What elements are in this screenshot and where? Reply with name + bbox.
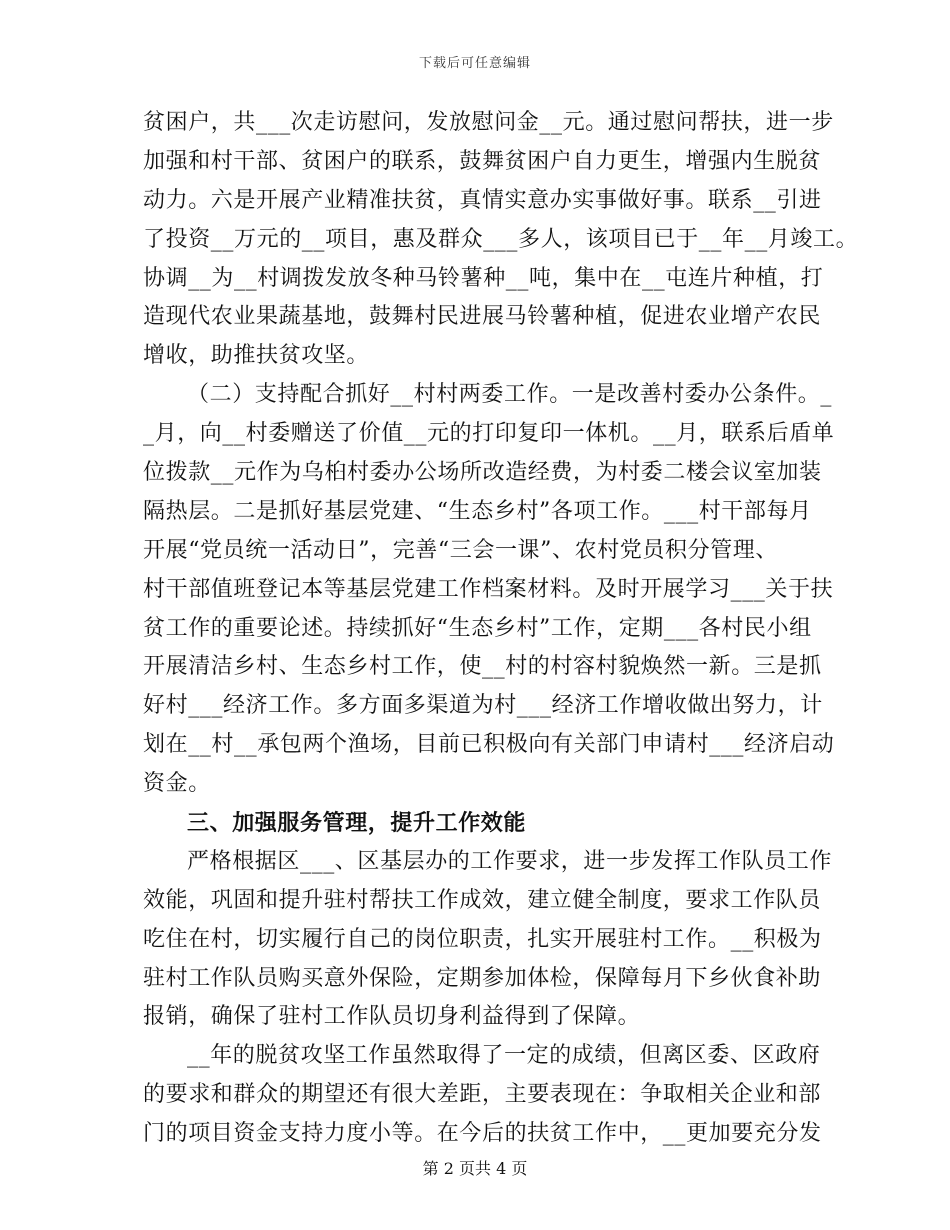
text-line: 资金。 [143,771,211,797]
text-line: 效能，巩固和提升驻村帮扶工作成效，建立健全制度，要求工作队员 [143,887,822,913]
text-line: 的要求和群众的期望还有很大差距，主要表现在：争取相关企业和部 [143,1082,822,1108]
text-line: 动力。六是开展产业精准扶贫，真情实意办实事做好事。联系__引进 [143,187,822,213]
paragraph-start-line: __年的脱贫攻坚工作虽然取得了一定的成绩，但离区委、区政府 [187,1043,821,1069]
text-line: 吃住在村，切实履行自己的岗位职责，扎实开展驻村工作。__积极为 [143,926,822,952]
text-line: 开展“党员统一活动日”，完善“三会一课”、农村党员积分管理、 [143,537,778,563]
text-line: 加强和村干部、贫困户的联系，鼓舞贫困户自力更生，增强内生脱贫 [143,148,822,174]
text-line: 贫工作的重要论述。持续抓好“生态乡村”工作，定期___各村民小组 [143,615,812,641]
paragraph-start-line: （二）支持配合抓好__村村两委工作。一是改善村委办公条件。_ [187,382,833,408]
page-header: 下载后可任意编辑 [418,56,531,71]
text-line: 协调__为__村调拨发放冬种马铃薯种__吨，集中在__屯连片种植，打 [143,265,824,291]
text-line: 门的项目资金支持力度小等。在今后的扶贫工作中，__更加要充分发 [143,1121,822,1147]
text-line: 增收，助推扶贫攻坚。 [143,343,370,369]
text-line: 好村___经济工作。多方面多渠道为村___经济工作增收做出努力，计 [143,693,823,719]
text-line: 隔热层。二是抓好基层党建、“生态乡村”各项工作。___村干部每月 [143,498,812,524]
page-footer: 第 2 页共 4 页 [422,1159,528,1178]
text-line: 造现代农业果蔬基地，鼓舞村民进展马铃薯种植，促进农业增产农民 [143,304,822,330]
document-body [143,104,859,1154]
paragraph-start-line: 严格根据区___、区基层办的工作要求，进一步发挥工作队员工作 [187,848,833,874]
text-line: 驻村工作队员购买意外保险，定期参加体检，保障每月下乡伙食补助 [143,965,822,991]
text-line: 开展清洁乡村、生态乡村工作，使__村的村容村貌焕然一新。三是抓 [143,654,822,680]
section-heading: 三、加强服务管理，提升工作效能 [187,810,527,837]
text-line: 了投资__万元的__项目，惠及群众___多人，该项目已于__年__月竣工。 [143,226,859,252]
text-line: _月，向__村委赠送了价值__元的打印复印一体机。__月，联系后盾单 [143,421,835,447]
text-line: 报销，确保了驻村工作队员切身利益得到了保障。 [143,1004,641,1030]
text-line: 划在__村__承包两个渔场，目前已积极向有关部门申请村___经济启动 [143,732,835,758]
text-line: 村干部值班登记本等基层党建工作档案材料。及时开展学习___关于扶 [143,576,834,602]
text-line: 位拨款__元作为乌桕村委办公场所改造经费，为村委二楼会议室加装 [143,460,822,486]
text-line: 贫困户，共___次走访慰问，发放慰问金__元。通过慰问帮扶，进一步 [143,110,834,135]
